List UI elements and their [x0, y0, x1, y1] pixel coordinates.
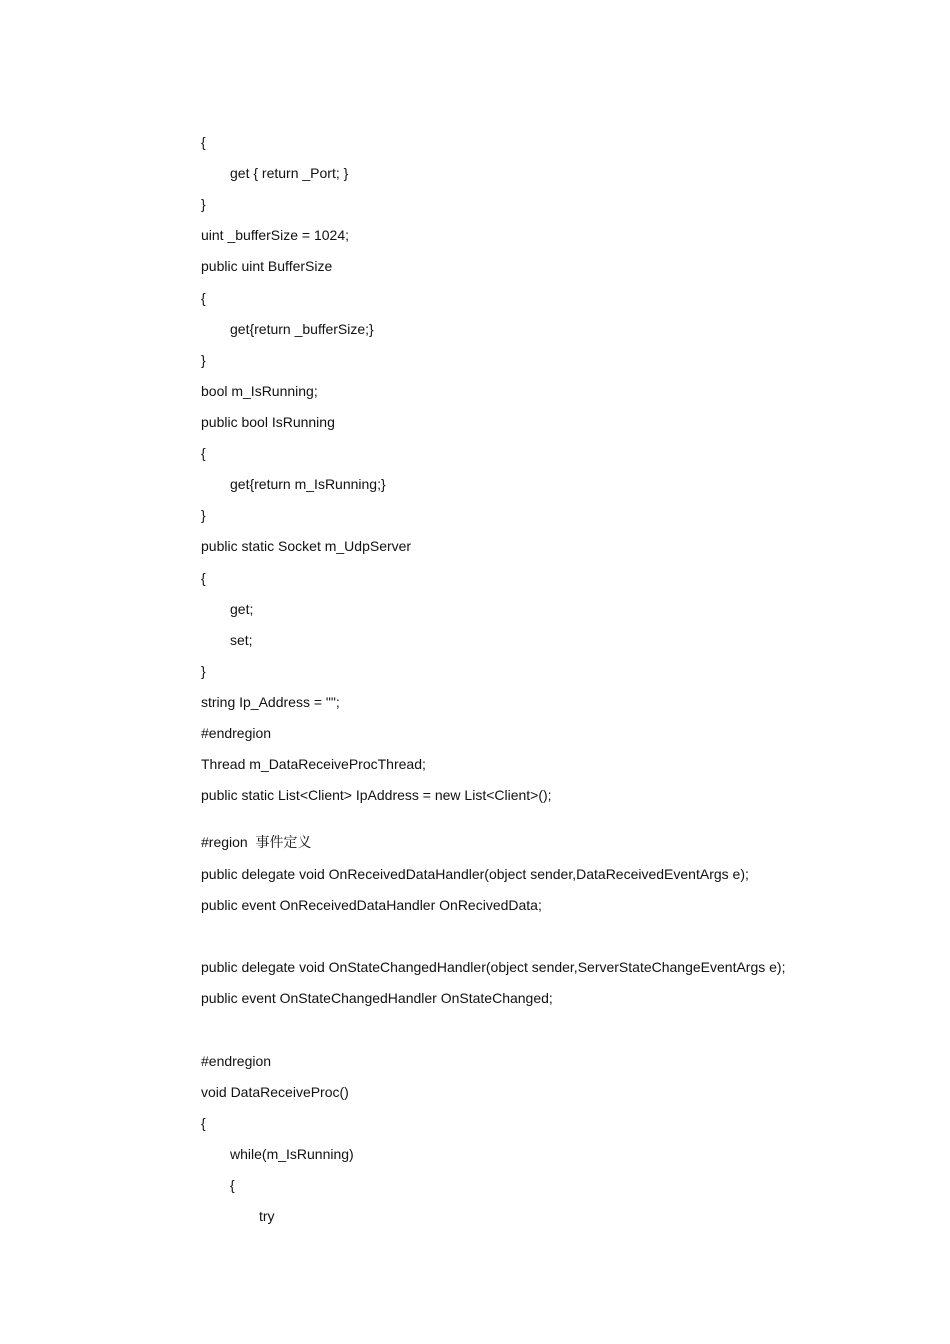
- code-line: get{return m_IsRunning;}: [230, 476, 386, 492]
- code-line: {: [201, 134, 206, 150]
- code-line: }: [201, 663, 206, 679]
- code-line: string Ip_Address = "";: [201, 694, 340, 710]
- code-line: public static List<Client> IpAddress = new List<Client>();: [201, 787, 552, 803]
- code-line: #endregion: [201, 725, 272, 741]
- code-line: public event OnStateChangedHandler OnStateChanged;: [201, 990, 553, 1006]
- code-line: public bool IsRunning: [201, 414, 335, 430]
- code-line: void DataReceiveProc(): [201, 1084, 349, 1100]
- code-line: #endregion: [201, 1053, 272, 1069]
- code-line: {: [201, 1115, 206, 1131]
- code-line: bool m_IsRunning;: [201, 383, 318, 399]
- code-line: }: [201, 196, 206, 212]
- code-line: {: [201, 290, 206, 306]
- code-line: }: [201, 352, 206, 368]
- code-line: get;: [230, 601, 254, 617]
- code-line: set;: [230, 632, 253, 648]
- code-line: }: [201, 507, 206, 523]
- code-line: public event OnReceivedDataHandler OnRecivedData;: [201, 897, 542, 913]
- code-line: {: [201, 445, 206, 461]
- code-line: try: [259, 1208, 275, 1224]
- code-line: public delegate void OnReceivedDataHandler(object sender,DataReceivedEventArgs e);: [201, 866, 749, 882]
- code-line: {: [201, 570, 206, 586]
- code-line: get{return _bufferSize;}: [230, 321, 374, 337]
- code-line: {: [230, 1177, 235, 1193]
- code-line: public uint BufferSize: [201, 258, 333, 274]
- code-line: uint _bufferSize = 1024;: [201, 227, 350, 243]
- code-line: get { return _Port; }: [230, 165, 349, 181]
- code-line: while(m_IsRunning): [230, 1146, 354, 1162]
- code-line: Thread m_DataReceiveProcThread;: [201, 756, 426, 772]
- code-line: public static Socket m_UdpServer: [201, 538, 412, 554]
- code-line: public delegate void OnStateChangedHandler(object sender,ServerStateChangeEventArgs e);: [201, 959, 786, 975]
- code-line-region-heading: #region 事件定义: [201, 834, 312, 850]
